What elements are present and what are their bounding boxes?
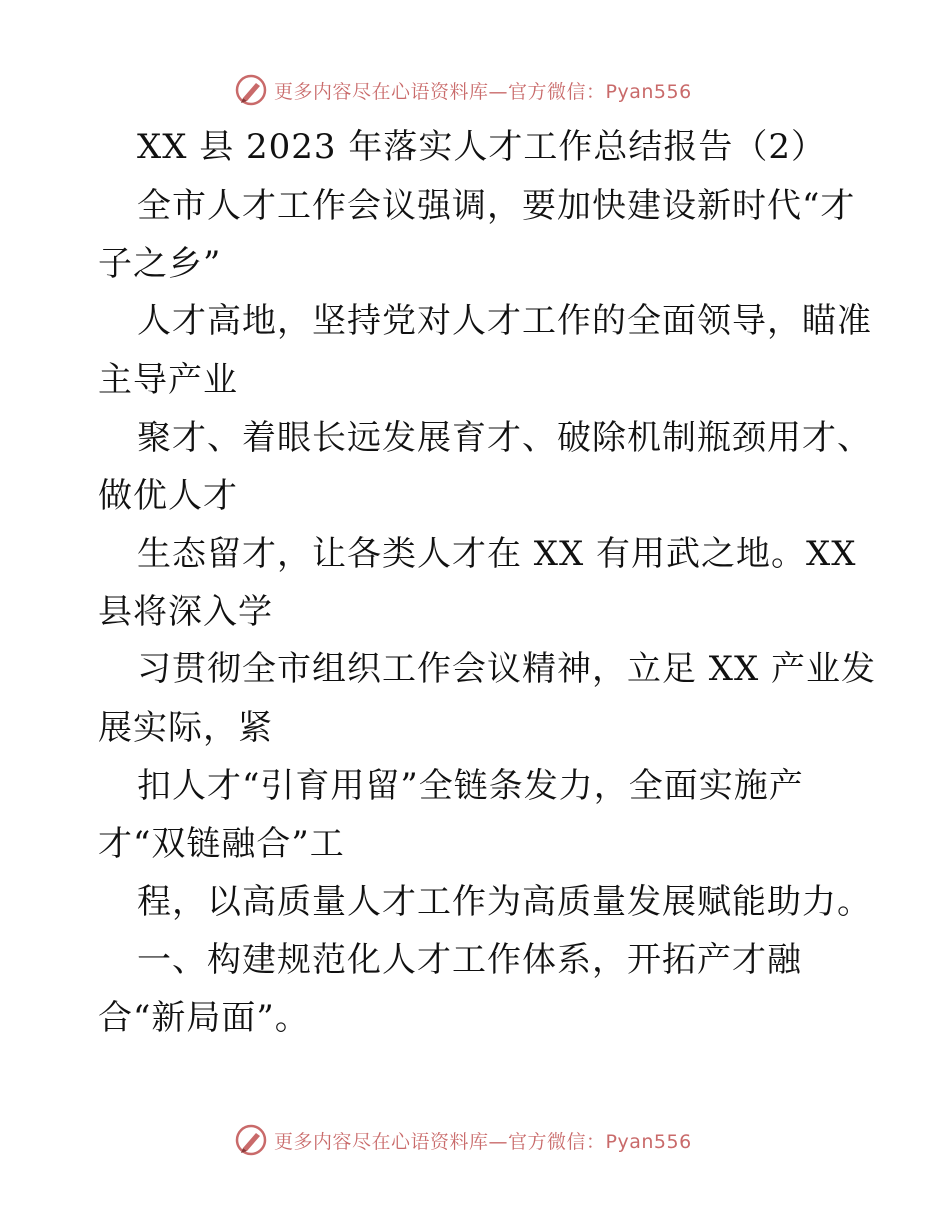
paragraph-line: 习贯彻全市组织工作会议精神，立足 XX 产业发 — [137, 649, 877, 689]
paragraph-line: 全市人才工作会议强调，要加快建设新时代“才 — [137, 186, 856, 226]
paragraph-line: 子之乡” — [98, 244, 222, 284]
paragraph-line: 才“双链融合”工 — [98, 824, 345, 864]
footer-watermark — [234, 1122, 714, 1158]
paragraph-line: 展实际，紧 — [98, 708, 273, 748]
footer-watermark-text: 更多内容尽在心语资料库—官方微信：Pyan556 — [274, 1130, 692, 1153]
paragraph-line: 生态留才，让各类人才在 XX 有用武之地。XX — [137, 534, 857, 574]
paragraph-line: 主导产业 — [98, 360, 238, 400]
section-heading: 一、构建规范化人才工作体系，开拓产才融 — [137, 940, 802, 980]
pen-logo-icon — [234, 1123, 268, 1157]
paragraph-line: 人才高地，坚持党对人才工作的全面领导，瞄准 — [137, 301, 872, 341]
paragraph-line: 聚才、着眼长远发展育才、破除机制瓶颈用才、 — [137, 418, 872, 458]
paragraph-line: 做优人才 — [98, 476, 238, 516]
paragraph-line: 县将深入学 — [98, 592, 273, 632]
document-title: XX 县 2023 年落实人才工作总结报告（2） — [137, 127, 826, 167]
header-watermark-text: 更多内容尽在心语资料库—官方微信：Pyan556 — [274, 80, 692, 103]
section-heading-continuation: 合“新局面”。 — [98, 998, 310, 1038]
paragraph-line: 扣人才“引育用留”全链条发力，全面实施产 — [137, 766, 804, 806]
paragraph-line: 程，以高质量人才工作为高质量发展赋能助力。 — [137, 882, 872, 922]
